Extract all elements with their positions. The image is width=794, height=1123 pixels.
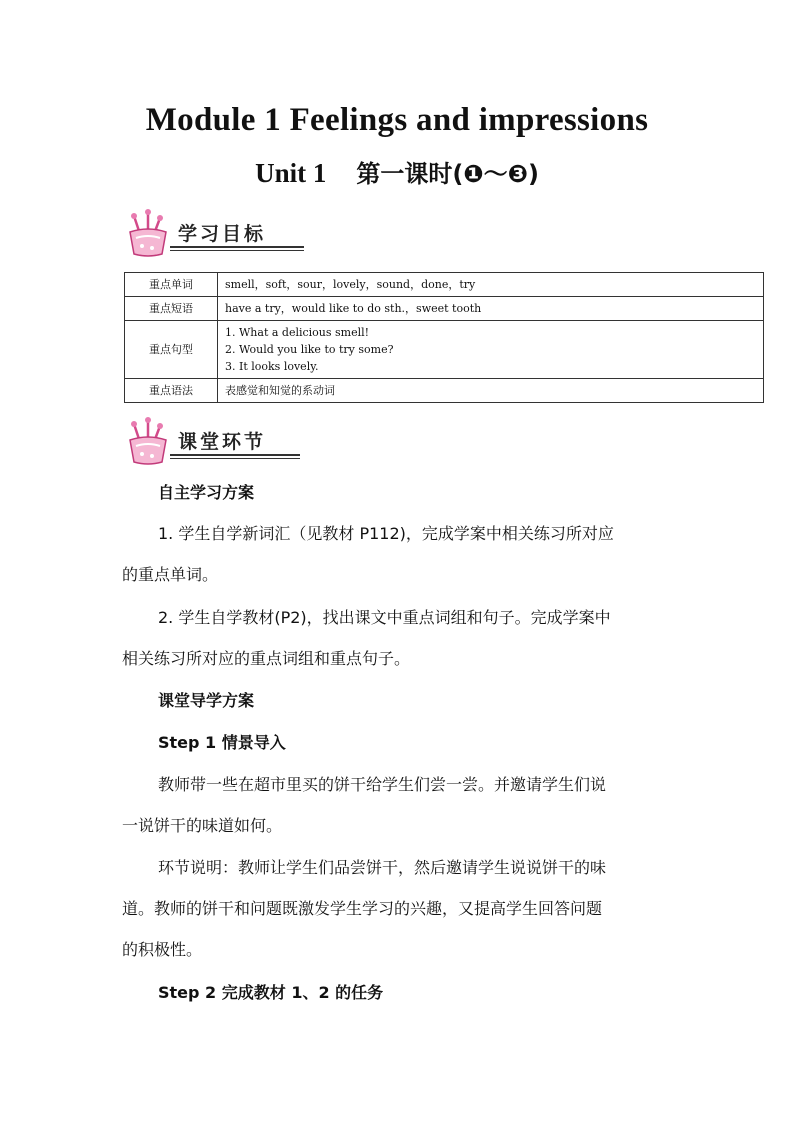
paragraph: 一说饼干的味道如何。 bbox=[122, 816, 283, 835]
page-title: Module 1 Feelings and impressions bbox=[145, 102, 649, 138]
sentence-line: 3. It looks lovely. bbox=[225, 360, 319, 373]
divider bbox=[170, 250, 304, 251]
heading-step-1: Step 1 情景导入 bbox=[158, 733, 286, 752]
table-key: 重点语法 bbox=[125, 379, 218, 403]
sentence-line: 2. Would you like to try some? bbox=[225, 343, 394, 356]
paragraph: 环节说明：教师让学生们品尝饼干，然后邀请学生说说饼干的味 bbox=[158, 858, 607, 877]
table-key: 重点短语 bbox=[125, 297, 218, 321]
divider bbox=[170, 454, 300, 456]
pencil-cup-icon bbox=[120, 416, 176, 466]
lesson-subtitle bbox=[0, 154, 794, 189]
lesson-period: 第一课时(❶～❸) bbox=[356, 160, 539, 188]
heading-self-study: 自主学习方案 bbox=[158, 483, 255, 502]
table-key: 重点单词 bbox=[125, 273, 218, 297]
paragraph: 1. 学生自学新词汇（见教材 P112)，完成学案中相关练习所对应 bbox=[158, 524, 614, 543]
table-row bbox=[125, 297, 764, 321]
table-row bbox=[125, 321, 764, 379]
table-value bbox=[218, 321, 764, 379]
paragraph: 相关练习所对应的重点词组和重点句子。 bbox=[122, 649, 411, 668]
heading-step-2: Step 2 完成教材 1、2 的任务 bbox=[158, 983, 384, 1002]
section-banner-class bbox=[120, 416, 300, 468]
sentence-line: 1. What a delicious smell! bbox=[225, 326, 370, 339]
section-label: 课堂环节 bbox=[178, 431, 267, 453]
unit-label: Unit 1 bbox=[255, 158, 327, 188]
table-row bbox=[125, 273, 764, 297]
paragraph: 的重点单词。 bbox=[122, 565, 219, 584]
table-value: smell，soft，sour，lovely，sound，done，try bbox=[218, 273, 764, 297]
table-row bbox=[125, 379, 764, 403]
goals-table bbox=[124, 272, 764, 403]
section-label: 学习目标 bbox=[178, 223, 267, 245]
paragraph: 教师带一些在超市里买的饼干给学生们尝一尝。并邀请学生们说 bbox=[158, 775, 607, 794]
paragraph: 2. 学生自学教材(P2)，找出课文中重点词组和句子。完成学案中 bbox=[158, 608, 611, 627]
table-key: 重点句型 bbox=[125, 321, 218, 379]
heading-guide: 课堂导学方案 bbox=[158, 691, 255, 710]
table-value: 表感觉和知觉的系动词 bbox=[218, 379, 764, 403]
divider bbox=[170, 246, 304, 248]
paragraph: 道。教师的饼干和问题既激发学生学习的兴趣，又提高学生回答问题 bbox=[122, 899, 603, 918]
divider bbox=[170, 458, 300, 459]
pencil-cup-icon bbox=[120, 208, 176, 258]
table-value: have a try，would like to do sth.，sweet tooth bbox=[218, 297, 764, 321]
paragraph: 的积极性。 bbox=[122, 940, 203, 959]
section-banner-goals bbox=[120, 208, 304, 260]
